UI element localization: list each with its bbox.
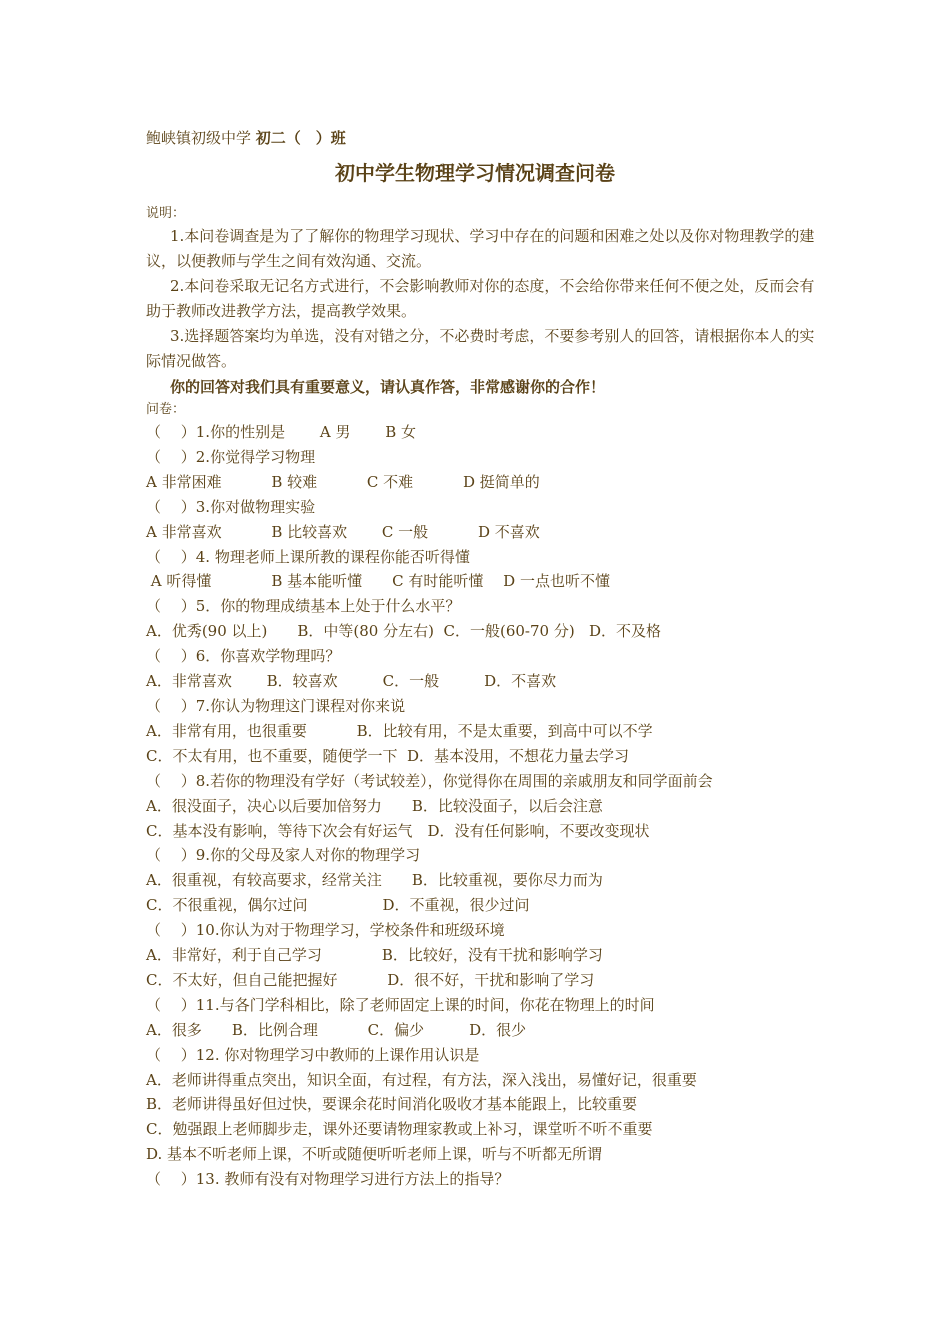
option-line: C．不太有用，也不重要，随便学一下 D．基本没用，不想花力量去学习 — [146, 746, 630, 765]
option-line: A 非常喜欢 B 比较喜欢 C 一般 D 不喜欢 — [146, 522, 540, 541]
question-line: （ ）10.你认为对于物理学习，学校条件和班级环境 — [146, 921, 505, 940]
question-line: （ ）7.你认为物理这门课程对你来说 — [146, 696, 406, 715]
option-line: A．很多 B．比例合理 C．偏少 D．很少 — [146, 1020, 527, 1039]
option-line: C．勉强跟上老师脚步走，课外还要请物理家教或上补习，课堂听不听不重要 — [146, 1120, 653, 1139]
option-line: C．不很重视，偶尔过问 D．不重视，很少过问 — [146, 896, 530, 915]
question-line: （ ）1.你的性别是 A 男 B 女 — [146, 423, 417, 441]
option-line: A．很重视，有较高要求，经常关注 B．比较重视，要你尽力而为 — [146, 871, 603, 890]
option-line: A．老师讲得重点突出，知识全面，有过程，有方法，深入浅出，易懂好记，很重要 — [146, 1070, 697, 1089]
instruction-item: 1.本问卷调查是为了了解你的物理学习现状、学习中存在的问题和困难之处以及你对物理教学的建议，以便教师与学生之间有效沟通、交流。 — [146, 227, 815, 270]
option-line: C．基本没有影响，等待下次会有好运气 D．没有任何影响，不要改变现状 — [146, 821, 650, 840]
instructions-label: 说明： — [146, 206, 186, 221]
question-line: （ ）8.若你的物理没有学好（考试较差），你觉得你在周围的亲戚朋友和同学面前会 — [146, 771, 713, 790]
question-line: （ ）9.你的父母及家人对你的物理学习 — [146, 846, 421, 865]
option-line: A．很没面子，决心以后要加倍努力 B．比较没面子，以后会注意 — [146, 796, 603, 815]
document-title: 初中学生物理学习情况调查问卷 — [335, 161, 615, 185]
thanks-note: 你的回答对我们具有重要意义，请认真作答，非常感谢你的合作！ — [170, 378, 606, 396]
question-line: （ ）13. 教师有没有对物理学习进行方法上的指导？ — [146, 1170, 510, 1189]
question-list — [146, 420, 816, 1192]
questionnaire-label: 问卷： — [146, 402, 186, 417]
option-line: A．非常有用，也很重要 B．比较有用，不是太重要，到高中可以不学 — [146, 721, 653, 740]
question-line: （ ）11.与各门学科相比，除了老师固定上课的时间，你花在物理上的时间 — [146, 995, 655, 1014]
option-line: B．老师讲得虽好但过快，要课余花时间消化吸收才基本能跟上，比较重要 — [146, 1095, 638, 1114]
option-line: A．非常喜欢 B．较喜欢 C．一般 D．不喜欢 — [146, 672, 557, 691]
instruction-item: 3.选择题答案均为单选，没有对错之分，不必费时考虑，不要参考别人的回答，请根据你本人的实际情况做答。 — [146, 327, 815, 370]
question-line: （ ）4. 物理老师上课所教的课程你能否听得懂 — [146, 547, 470, 566]
school-name: 鲍峡镇初级中学 — [146, 129, 252, 147]
option-line: D. 基本不听老师上课，不听或随便听听老师上课，听与不听都无所谓 — [146, 1145, 603, 1164]
question-line: （ ）6．你喜欢学物理吗？ — [146, 647, 341, 666]
question-line: （ ）2.你觉得学习物理 — [146, 447, 316, 466]
option-line: A 非常困难 B 较难 C 不难 D 挺简单的 — [146, 472, 540, 491]
instruction-item: 2.本问卷采取无记名方式进行，不会影响教师对你的态度，不会给你带来任何不便之处，反而会有助于教师改进教学方法，提高教学效果。 — [146, 277, 815, 320]
question-line: （ ）3.你对做物理实验 — [146, 497, 316, 516]
option-line: A．优秀(90 以上) B．中等(80 分左右) C．一般(60-70 分) D．不及格 — [146, 622, 662, 641]
option-line: A．非常好，利于自己学习 B．比较好，没有干扰和影响学习 — [146, 946, 603, 965]
document-header — [146, 127, 346, 148]
option-line: A 听得懂 B 基本能听懂 C 有时能听懂 D 一点也听不懂 — [146, 572, 610, 591]
option-line: C．不太好，但自己能把握好 D．很不好，干扰和影响了学习 — [146, 970, 595, 989]
document-body — [146, 204, 816, 1192]
question-line: （ ）12. 你对物理学习中教师的上课作用认识是 — [146, 1045, 480, 1064]
question-line: （ ）5．你的物理成绩基本上处于什么水平？ — [146, 597, 461, 616]
class-label: 初二（ ）班 — [255, 129, 346, 147]
